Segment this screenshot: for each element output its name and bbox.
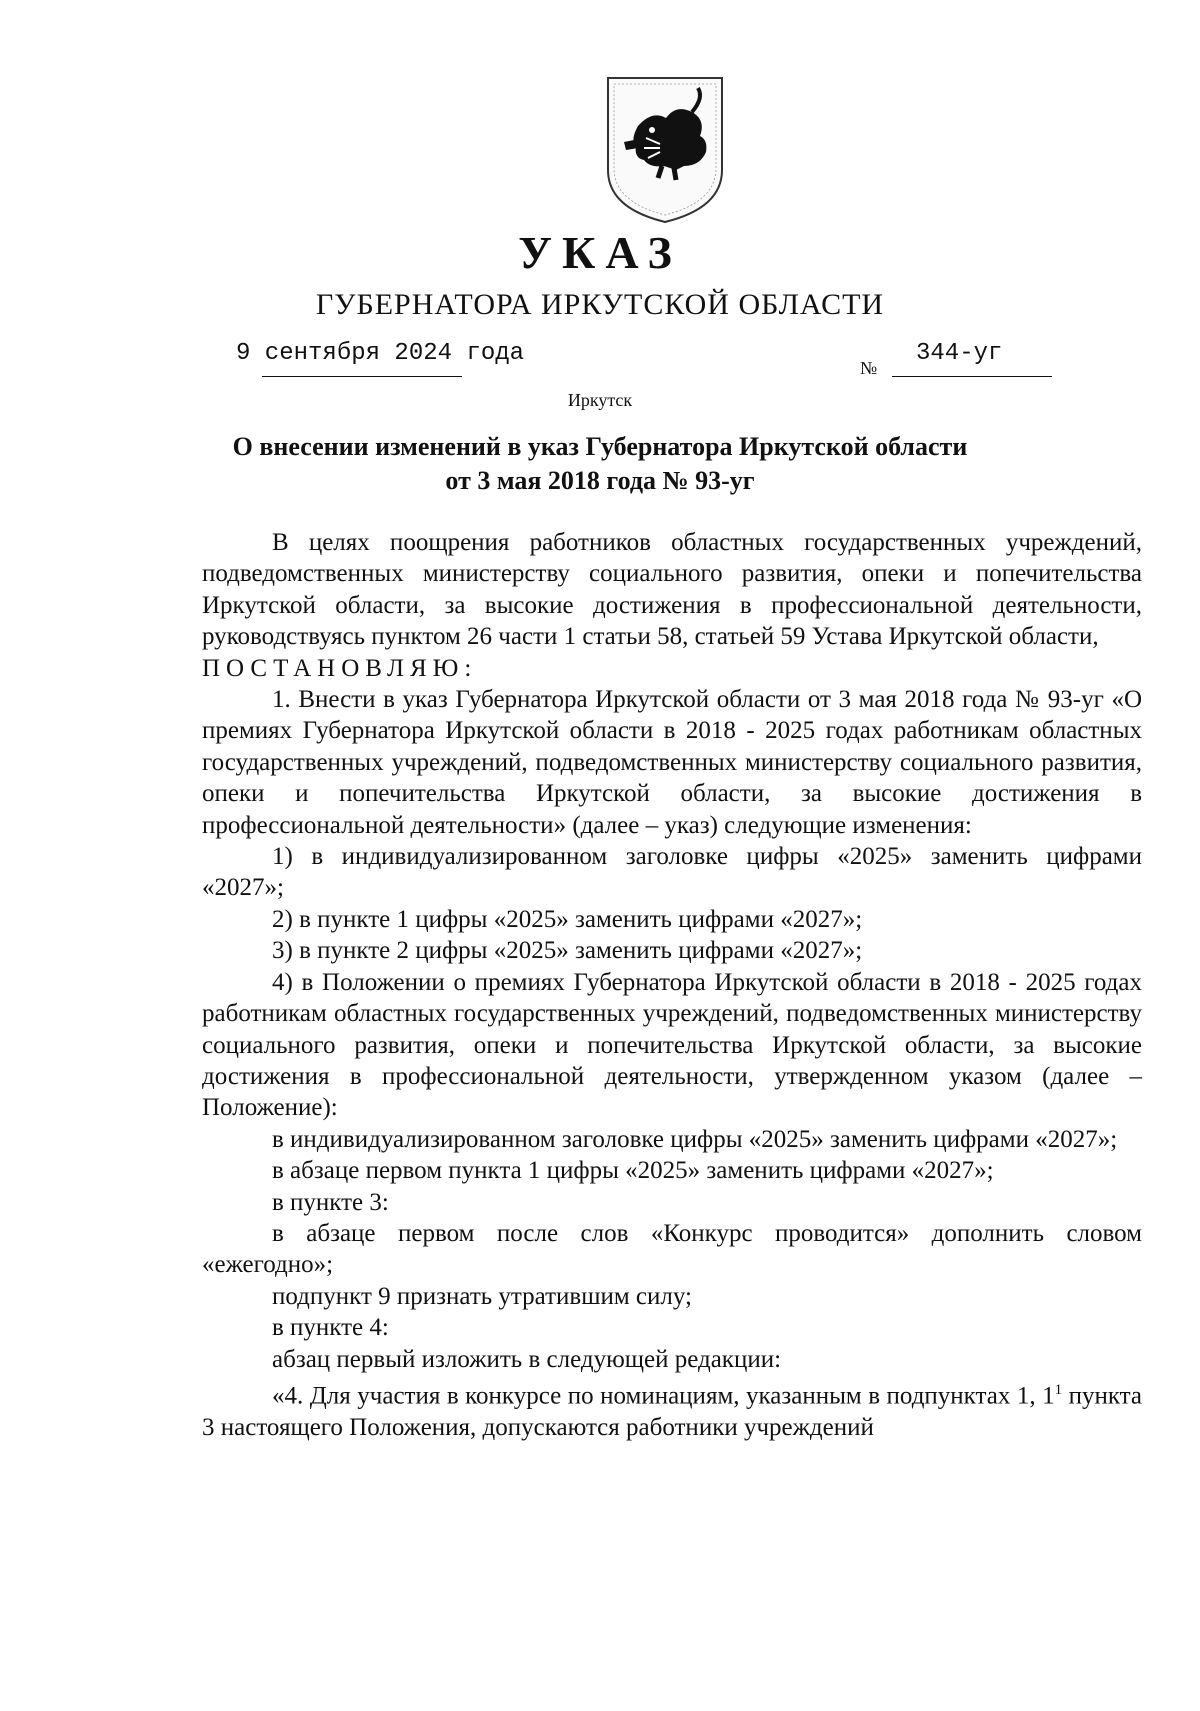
paragraph: 4) в Положении о премиях Губернатора Иркутской области в 2018 - 2025 годах работникам областных государственных учреждений, подведомственных министерству социального развития, опеки и попечительства Иркутской области, за высокие достижения в профессиональной деятельности, утвержденном указом (далее – Положение): (202, 968, 1142, 1122)
paragraph: 1) в индивидуализированном заголовке цифры «2025» заменить цифрами «2027»; (202, 843, 1142, 902)
decree-date: 9 сентября 2024 года (236, 340, 525, 367)
paragraph: 3) в пункте 2 цифры «2025» заменить цифрами «2027»; (272, 937, 863, 965)
document-title: УКАЗ (518, 227, 682, 278)
paragraph: абзац первый изложить в следующей редакции: (272, 1345, 782, 1373)
paragraph (202, 1375, 1142, 1443)
heading-line: от 3 мая 2018 года № 93-уг (445, 466, 755, 495)
paragraph: подпункт 9 признать утратившим силу; (272, 1282, 692, 1310)
decree-body (202, 527, 1142, 1443)
resolution-word: ПОСТАНОВЛЯЮ: (202, 654, 478, 682)
coat-of-arms-icon (604, 74, 726, 224)
paragraph: в индивидуализированном заголовке цифры «2025» заменить цифрами «2027»; (272, 1125, 1118, 1153)
document-subtitle: ГУБЕРНАТОРА ИРКУТСКОЙ ОБЛАСТИ (315, 288, 885, 321)
paragraph: в абзаце первом после слов «Конкурс проводится» дополнить словом «ежегодно»; (202, 1219, 1142, 1279)
paragraph: 1. Внести в указ Губернатора Иркутской области от 3 мая 2018 года № 93-уг «О премиях Губернатора Иркутской области в 2018 - 2025 годах работникам областных государственных учреждений, подведомственных министерству социального развития, опеки и попечительства Иркутской области, за высокие достижения в профессиональной деятельности» (далее – указ) следующие изменения: (202, 686, 1142, 839)
paragraph: В целях поощрения работников областных государственных учреждений, подведомственных министерству социального развития, опеки и попечительства Иркутской области, за высокие достижения в профессиональной деятельности, руководствуясь пунктом 26 части 1 статьи 58, статьей 59 Устава Иркутской области, (202, 529, 1142, 651)
paragraph-text: «4. Для участия в конкурсе по номинациям, указанным в подпунктах 1, 1 (272, 1382, 1055, 1410)
paragraph: в пункте 3: (272, 1188, 389, 1216)
decree-heading (0, 430, 1200, 498)
number-sign: № (860, 358, 878, 378)
heading-line: О внесении изменений в указ Губернатора Иркутской области (232, 432, 968, 461)
paragraph-text: пункта 3 настоящего Положения, допускаются работники учреждений (202, 1382, 1143, 1441)
paragraph: в абзаце первом пункта 1 цифры «2025» заменить цифрами «2027»; (272, 1157, 994, 1185)
paragraph: 2) в пункте 1 цифры «2025» заменить цифрами «2027»; (272, 905, 863, 933)
number-underline (892, 376, 1052, 377)
decree-number: 344-уг (916, 340, 1003, 367)
superscript: 1 (1054, 1381, 1063, 1398)
city-name: Иркутск (567, 390, 633, 410)
paragraph: в пункте 4: (272, 1314, 389, 1342)
date-underline (262, 376, 462, 377)
